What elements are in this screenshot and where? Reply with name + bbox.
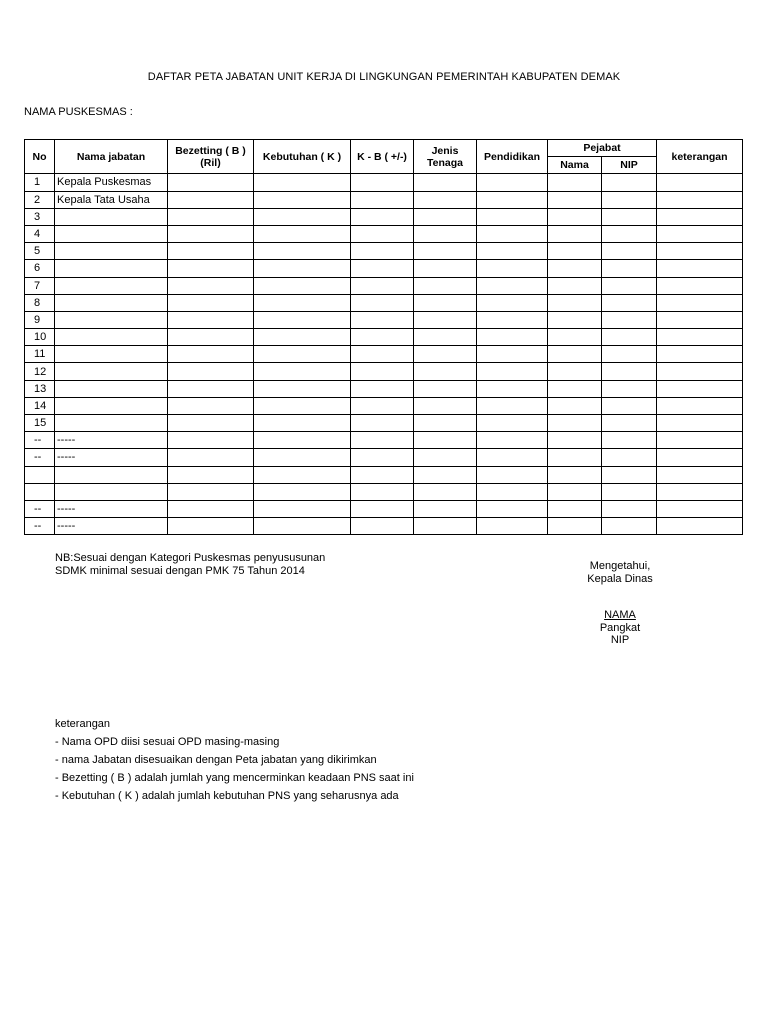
row-position-name: ----- — [55, 500, 168, 517]
signer-name: NAMA — [604, 609, 636, 621]
document-title: DAFTAR PETA JABATAN UNIT KERJA DI LINGKUNGAN PEMERINTAH KABUPATEN DEMAK — [147, 71, 621, 83]
row-kebutuhan-cell — [254, 208, 351, 225]
row-number: -- — [25, 449, 55, 466]
row-pejabat-nip-cell — [602, 466, 657, 483]
row-pendidikan-cell — [477, 191, 548, 208]
row-position-name — [55, 243, 168, 260]
row-position-name — [55, 415, 168, 432]
row-pendidikan-cell — [477, 208, 548, 225]
signature-block — [560, 560, 680, 647]
table-row — [25, 483, 743, 500]
row-position-name: Kepala Puskesmas — [55, 174, 168, 191]
row-kebutuhan-cell — [254, 294, 351, 311]
table-row — [25, 243, 743, 260]
row-position-name — [55, 208, 168, 225]
row-pejabat-nama-cell — [548, 243, 602, 260]
row-jenis-tenaga-cell — [414, 346, 477, 363]
row-k-minus-b-cell — [351, 346, 414, 363]
row-position-name — [55, 311, 168, 328]
row-kebutuhan-cell — [254, 466, 351, 483]
note-item: - Nama OPD diisi sesuai OPD masing-masing — [55, 736, 280, 748]
row-kebutuhan-cell — [254, 260, 351, 277]
row-k-minus-b-cell — [351, 174, 414, 191]
row-position-name — [55, 346, 168, 363]
row-jenis-tenaga-cell — [414, 208, 477, 225]
row-pejabat-nip-cell — [602, 243, 657, 260]
row-position-name: Kepala Tata Usaha — [55, 191, 168, 208]
row-keterangan-cell — [657, 483, 743, 500]
row-pejabat-nip-cell — [602, 363, 657, 380]
row-pejabat-nama-cell — [548, 329, 602, 346]
row-number: 7 — [25, 277, 55, 294]
row-pendidikan-cell — [477, 311, 548, 328]
table-row — [25, 363, 743, 380]
row-bezetting-cell — [168, 243, 254, 260]
table-row — [25, 260, 743, 277]
row-k-minus-b-cell — [351, 260, 414, 277]
row-keterangan-cell — [657, 225, 743, 242]
row-jenis-tenaga-cell — [414, 294, 477, 311]
row-pendidikan-cell — [477, 397, 548, 414]
row-k-minus-b-cell — [351, 243, 414, 260]
row-keterangan-cell — [657, 191, 743, 208]
row-pejabat-nip-cell — [602, 225, 657, 242]
row-keterangan-cell — [657, 449, 743, 466]
row-pejabat-nip-cell — [602, 208, 657, 225]
row-pendidikan-cell — [477, 483, 548, 500]
header-pejabat-nama: Nama — [548, 157, 602, 174]
table-row — [25, 346, 743, 363]
header-pejabat: Pejabat — [548, 140, 657, 157]
note-item: - Bezetting ( B ) adalah jumlah yang mencerminkan keadaan PNS saat ini — [55, 772, 414, 784]
row-kebutuhan-cell — [254, 225, 351, 242]
row-kebutuhan-cell — [254, 518, 351, 535]
row-pejabat-nama-cell — [548, 363, 602, 380]
row-bezetting-cell — [168, 208, 254, 225]
row-k-minus-b-cell — [351, 191, 414, 208]
header-pendidikan: Pendidikan — [477, 140, 548, 174]
row-pejabat-nip-cell — [602, 277, 657, 294]
row-number: -- — [25, 518, 55, 535]
row-number: 12 — [25, 363, 55, 380]
row-kebutuhan-cell — [254, 329, 351, 346]
table-row — [25, 518, 743, 535]
table-row — [25, 225, 743, 242]
row-kebutuhan-cell — [254, 397, 351, 414]
row-bezetting-cell — [168, 191, 254, 208]
row-pendidikan-cell — [477, 294, 548, 311]
row-kebutuhan-cell — [254, 346, 351, 363]
row-pendidikan-cell — [477, 329, 548, 346]
row-jenis-tenaga-cell — [414, 243, 477, 260]
row-bezetting-cell — [168, 449, 254, 466]
header-jenis-tenaga: Jenis Tenaga — [414, 140, 477, 174]
row-pendidikan-cell — [477, 449, 548, 466]
row-jenis-tenaga-cell — [414, 380, 477, 397]
row-number: 14 — [25, 397, 55, 414]
note-item: - Kebutuhan ( K ) adalah jumlah kebutuhan PNS yang seharusnya ada — [55, 790, 399, 802]
row-bezetting-cell — [168, 483, 254, 500]
row-jenis-tenaga-cell — [414, 432, 477, 449]
row-jenis-tenaga-cell — [414, 466, 477, 483]
row-pejabat-nama-cell — [548, 380, 602, 397]
row-position-name: ----- — [55, 518, 168, 535]
header-keterangan: keterangan — [657, 140, 743, 174]
table-body — [25, 174, 743, 535]
row-jenis-tenaga-cell — [414, 329, 477, 346]
row-k-minus-b-cell — [351, 449, 414, 466]
row-bezetting-cell — [168, 397, 254, 414]
row-k-minus-b-cell — [351, 518, 414, 535]
row-pejabat-nip-cell — [602, 449, 657, 466]
row-pejabat-nip-cell — [602, 380, 657, 397]
row-kebutuhan-cell — [254, 191, 351, 208]
table-row — [25, 311, 743, 328]
row-jenis-tenaga-cell — [414, 277, 477, 294]
row-bezetting-cell — [168, 260, 254, 277]
table-row — [25, 397, 743, 414]
row-bezetting-cell — [168, 466, 254, 483]
row-pejabat-nip-cell — [602, 432, 657, 449]
row-bezetting-cell — [168, 363, 254, 380]
table-row — [25, 449, 743, 466]
row-pejabat-nama-cell — [548, 466, 602, 483]
row-pendidikan-cell — [477, 225, 548, 242]
table-row — [25, 466, 743, 483]
row-kebutuhan-cell — [254, 174, 351, 191]
row-k-minus-b-cell — [351, 329, 414, 346]
row-pejabat-nama-cell — [548, 225, 602, 242]
header-pejabat-nip: NIP — [602, 157, 657, 174]
row-pejabat-nama-cell — [548, 518, 602, 535]
header-bezetting: Bezetting ( B ) (Ril) — [168, 140, 254, 174]
nb-line: NB:Sesuai dengan Kategori Puskesmas penyususunan — [55, 552, 326, 564]
row-pendidikan-cell — [477, 277, 548, 294]
row-number: 3 — [25, 208, 55, 225]
row-number: 15 — [25, 415, 55, 432]
row-pejabat-nip-cell — [602, 397, 657, 414]
row-keterangan-cell — [657, 277, 743, 294]
row-pendidikan-cell — [477, 243, 548, 260]
table-row — [25, 191, 743, 208]
row-number: 1 — [25, 174, 55, 191]
row-pejabat-nama-cell — [548, 500, 602, 517]
row-keterangan-cell — [657, 415, 743, 432]
row-kebutuhan-cell — [254, 277, 351, 294]
row-position-name — [55, 483, 168, 500]
row-pejabat-nip-cell — [602, 415, 657, 432]
nb-line: SDMK minimal sesuai dengan PMK 75 Tahun 2014 — [55, 565, 305, 577]
row-position-name: ----- — [55, 449, 168, 466]
row-pendidikan-cell — [477, 518, 548, 535]
notes-heading: keterangan — [55, 718, 111, 730]
position-table — [24, 139, 743, 535]
row-k-minus-b-cell — [351, 380, 414, 397]
row-pejabat-nama-cell — [548, 449, 602, 466]
row-number: 11 — [25, 346, 55, 363]
row-jenis-tenaga-cell — [414, 415, 477, 432]
row-keterangan-cell — [657, 380, 743, 397]
row-pejabat-nama-cell — [548, 311, 602, 328]
row-pejabat-nip-cell — [602, 483, 657, 500]
row-kebutuhan-cell — [254, 500, 351, 517]
row-number: 6 — [25, 260, 55, 277]
row-keterangan-cell — [657, 174, 743, 191]
row-pejabat-nip-cell — [602, 329, 657, 346]
header-no: No — [25, 140, 55, 174]
row-k-minus-b-cell — [351, 466, 414, 483]
row-position-name: ----- — [55, 432, 168, 449]
row-kebutuhan-cell — [254, 311, 351, 328]
row-kebutuhan-cell — [254, 432, 351, 449]
row-bezetting-cell — [168, 174, 254, 191]
row-jenis-tenaga-cell — [414, 191, 477, 208]
table-row — [25, 329, 743, 346]
row-position-name — [55, 260, 168, 277]
row-jenis-tenaga-cell — [414, 483, 477, 500]
row-position-name — [55, 277, 168, 294]
row-jenis-tenaga-cell — [414, 260, 477, 277]
row-kebutuhan-cell — [254, 363, 351, 380]
table-row — [25, 208, 743, 225]
row-jenis-tenaga-cell — [414, 174, 477, 191]
row-pendidikan-cell — [477, 415, 548, 432]
row-number: 2 — [25, 191, 55, 208]
row-jenis-tenaga-cell — [414, 363, 477, 380]
row-bezetting-cell — [168, 329, 254, 346]
row-number: 13 — [25, 380, 55, 397]
row-number: 8 — [25, 294, 55, 311]
row-keterangan-cell — [657, 518, 743, 535]
row-pendidikan-cell — [477, 432, 548, 449]
row-position-name — [55, 329, 168, 346]
row-jenis-tenaga-cell — [414, 397, 477, 414]
table-row — [25, 380, 743, 397]
notes-section — [55, 715, 414, 805]
row-keterangan-cell — [657, 294, 743, 311]
row-k-minus-b-cell — [351, 397, 414, 414]
row-keterangan-cell — [657, 311, 743, 328]
row-keterangan-cell — [657, 432, 743, 449]
table-row — [25, 415, 743, 432]
table-row — [25, 277, 743, 294]
row-pendidikan-cell — [477, 466, 548, 483]
puskesmas-name-label: NAMA PUSKESMAS : — [24, 106, 133, 118]
row-keterangan-cell — [657, 346, 743, 363]
row-pejabat-nama-cell — [548, 432, 602, 449]
note-item: - nama Jabatan disesuaikan dengan Peta jabatan yang dikirimkan — [55, 754, 377, 766]
row-bezetting-cell — [168, 277, 254, 294]
row-keterangan-cell — [657, 466, 743, 483]
row-position-name — [55, 363, 168, 380]
row-pejabat-nip-cell — [602, 500, 657, 517]
header-k-minus-b: K - B ( +/-) — [351, 140, 414, 174]
row-k-minus-b-cell — [351, 483, 414, 500]
row-bezetting-cell — [168, 500, 254, 517]
row-pejabat-nama-cell — [548, 397, 602, 414]
row-kebutuhan-cell — [254, 449, 351, 466]
row-pejabat-nip-cell — [602, 174, 657, 191]
table-row — [25, 432, 743, 449]
row-keterangan-cell — [657, 363, 743, 380]
mengetahui-label: Mengetahui, — [589, 560, 651, 572]
row-pejabat-nama-cell — [548, 208, 602, 225]
row-k-minus-b-cell — [351, 225, 414, 242]
row-pejabat-nama-cell — [548, 260, 602, 277]
row-bezetting-cell — [168, 415, 254, 432]
row-keterangan-cell — [657, 260, 743, 277]
row-pendidikan-cell — [477, 500, 548, 517]
row-number: -- — [25, 500, 55, 517]
row-pejabat-nama-cell — [548, 415, 602, 432]
table-row — [25, 174, 743, 191]
row-keterangan-cell — [657, 329, 743, 346]
row-number: 4 — [25, 225, 55, 242]
row-number — [25, 483, 55, 500]
row-k-minus-b-cell — [351, 311, 414, 328]
row-bezetting-cell — [168, 432, 254, 449]
row-number: 5 — [25, 243, 55, 260]
row-jenis-tenaga-cell — [414, 225, 477, 242]
row-pendidikan-cell — [477, 346, 548, 363]
row-pejabat-nip-cell — [602, 518, 657, 535]
row-number: 10 — [25, 329, 55, 346]
row-pejabat-nama-cell — [548, 191, 602, 208]
row-kebutuhan-cell — [254, 483, 351, 500]
row-k-minus-b-cell — [351, 294, 414, 311]
row-pejabat-nip-cell — [602, 191, 657, 208]
row-position-name — [55, 397, 168, 414]
row-pendidikan-cell — [477, 380, 548, 397]
row-pendidikan-cell — [477, 260, 548, 277]
row-number: -- — [25, 432, 55, 449]
row-pejabat-nip-cell — [602, 311, 657, 328]
row-position-name — [55, 380, 168, 397]
table-row — [25, 294, 743, 311]
nb-note — [55, 552, 325, 578]
row-pendidikan-cell — [477, 174, 548, 191]
signer-rank: Pangkat — [599, 621, 641, 634]
row-k-minus-b-cell — [351, 415, 414, 432]
row-k-minus-b-cell — [351, 500, 414, 517]
row-kebutuhan-cell — [254, 380, 351, 397]
row-bezetting-cell — [168, 311, 254, 328]
row-pejabat-nip-cell — [602, 294, 657, 311]
row-bezetting-cell — [168, 225, 254, 242]
row-position-name — [55, 466, 168, 483]
row-keterangan-cell — [657, 243, 743, 260]
row-pejabat-nama-cell — [548, 277, 602, 294]
table-row — [25, 500, 743, 517]
row-k-minus-b-cell — [351, 277, 414, 294]
row-k-minus-b-cell — [351, 432, 414, 449]
header-kebutuhan: Kebutuhan ( K ) — [254, 140, 351, 174]
row-number: 9 — [25, 311, 55, 328]
row-bezetting-cell — [168, 380, 254, 397]
row-pejabat-nama-cell — [548, 483, 602, 500]
row-pejabat-nip-cell — [602, 260, 657, 277]
row-pejabat-nip-cell — [602, 346, 657, 363]
row-k-minus-b-cell — [351, 208, 414, 225]
row-pejabat-nama-cell — [548, 346, 602, 363]
row-bezetting-cell — [168, 294, 254, 311]
row-k-minus-b-cell — [351, 363, 414, 380]
row-kebutuhan-cell — [254, 415, 351, 432]
row-keterangan-cell — [657, 397, 743, 414]
row-pejabat-nama-cell — [548, 294, 602, 311]
row-keterangan-cell — [657, 208, 743, 225]
row-keterangan-cell — [657, 500, 743, 517]
row-jenis-tenaga-cell — [414, 449, 477, 466]
header-nama-jabatan: Nama jabatan — [55, 140, 168, 174]
kepala-dinas-label: Kepala Dinas — [587, 572, 653, 585]
row-pendidikan-cell — [477, 363, 548, 380]
row-bezetting-cell — [168, 346, 254, 363]
row-bezetting-cell — [168, 518, 254, 535]
signer-nip: NIP — [610, 634, 630, 646]
row-jenis-tenaga-cell — [414, 500, 477, 517]
row-position-name — [55, 225, 168, 242]
row-number — [25, 466, 55, 483]
row-kebutuhan-cell — [254, 243, 351, 260]
row-pejabat-nama-cell — [548, 174, 602, 191]
row-position-name — [55, 294, 168, 311]
row-jenis-tenaga-cell — [414, 311, 477, 328]
row-jenis-tenaga-cell — [414, 518, 477, 535]
